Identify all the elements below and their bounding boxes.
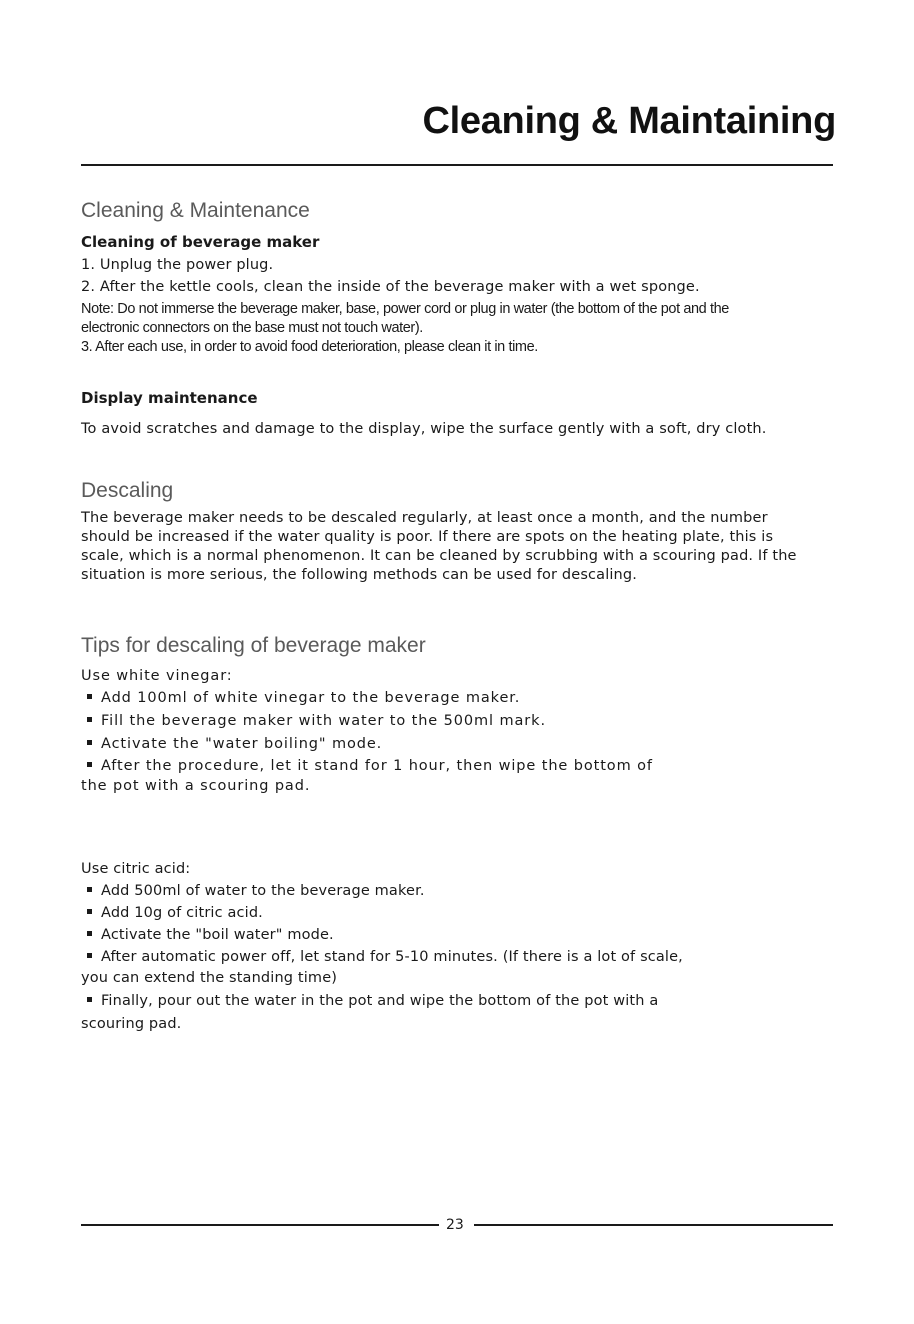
display-maintenance-text: To avoid scratches and damage to the display, wipe the surface gently with a soft, dry cloth. [81,421,767,437]
list-item: Add 10g of citric acid. [80,905,263,921]
title-divider [81,164,833,166]
descaling-line-4: situation is more serious, the following methods can be used for descaling. [81,567,638,583]
subheading-display-maintenance: Display maintenance [81,389,258,407]
page-number: 23 [446,1217,464,1233]
bullet-icon [87,740,92,745]
footer-divider-right [474,1224,833,1226]
bullet-icon [87,887,92,892]
list-item: Finally, pour out the water in the pot and wipe the bottom of the pot with a [80,993,658,1009]
list-item: Fill the beverage maker with water to the 500ml mark. [80,713,546,729]
cleaning-note-line-1: Note: Do not immerse the beverage maker, base, power cord or plug in water (the bottom of the pot and the [81,301,729,317]
list-item: After automatic power off, let stand for 5-10 minutes. (If there is a lot of scale, [80,949,683,965]
bullet-icon [87,953,92,958]
bullet-icon [87,694,92,699]
list-item: After the procedure, let it stand for 1 hour, then wipe the bottom of [80,758,653,774]
cleaning-step-2: 2. After the kettle cools, clean the inside of the beverage maker with a wet sponge. [81,279,700,295]
list-item-continuation: you can extend the standing time) [81,970,338,986]
descaling-line-2: should be increased if the water quality is poor. If there are spots on the heating plate, this is [81,529,774,545]
citric-label: Use citric acid: [81,861,191,877]
cleaning-step-1: 1. Unplug the power plug. [81,257,274,273]
list-item: Activate the "boil water" mode. [80,927,334,943]
list-item-continuation: the pot with a scouring pad. [81,778,311,794]
bullet-icon [87,997,92,1002]
descaling-line-3: scale, which is a normal phenomenon. It can be cleaned by scrubbing with a scouring pad. If the [81,548,797,564]
vinegar-label: Use white vinegar: [81,668,233,684]
descaling-line-1: The beverage maker needs to be descaled regularly, at least once a month, and the number [81,510,768,526]
list-item: Add 100ml of white vinegar to the beverage maker. [80,690,520,706]
footer-divider-left [81,1224,439,1226]
bullet-icon [87,931,92,936]
section-heading-cleaning: Cleaning & Maintenance [81,199,310,222]
section-heading-tips: Tips for descaling of beverage maker [81,634,426,657]
list-item: Add 500ml of water to the beverage maker. [80,883,425,899]
list-item: Activate the "water boiling" mode. [80,736,382,752]
bullet-icon [87,717,92,722]
cleaning-step-3: 3. After each use, in order to avoid food deterioration, please clean it in time. [81,339,538,355]
subheading-cleaning-beverage-maker: Cleaning of beverage maker [81,233,320,251]
bullet-icon [87,762,92,767]
section-heading-descaling: Descaling [81,479,174,502]
bullet-icon [87,909,92,914]
cleaning-note-line-2: electronic connectors on the base must not touch water). [81,320,423,336]
page-title: Cleaning & Maintaining [422,100,836,142]
list-item-continuation: scouring pad. [81,1016,182,1032]
